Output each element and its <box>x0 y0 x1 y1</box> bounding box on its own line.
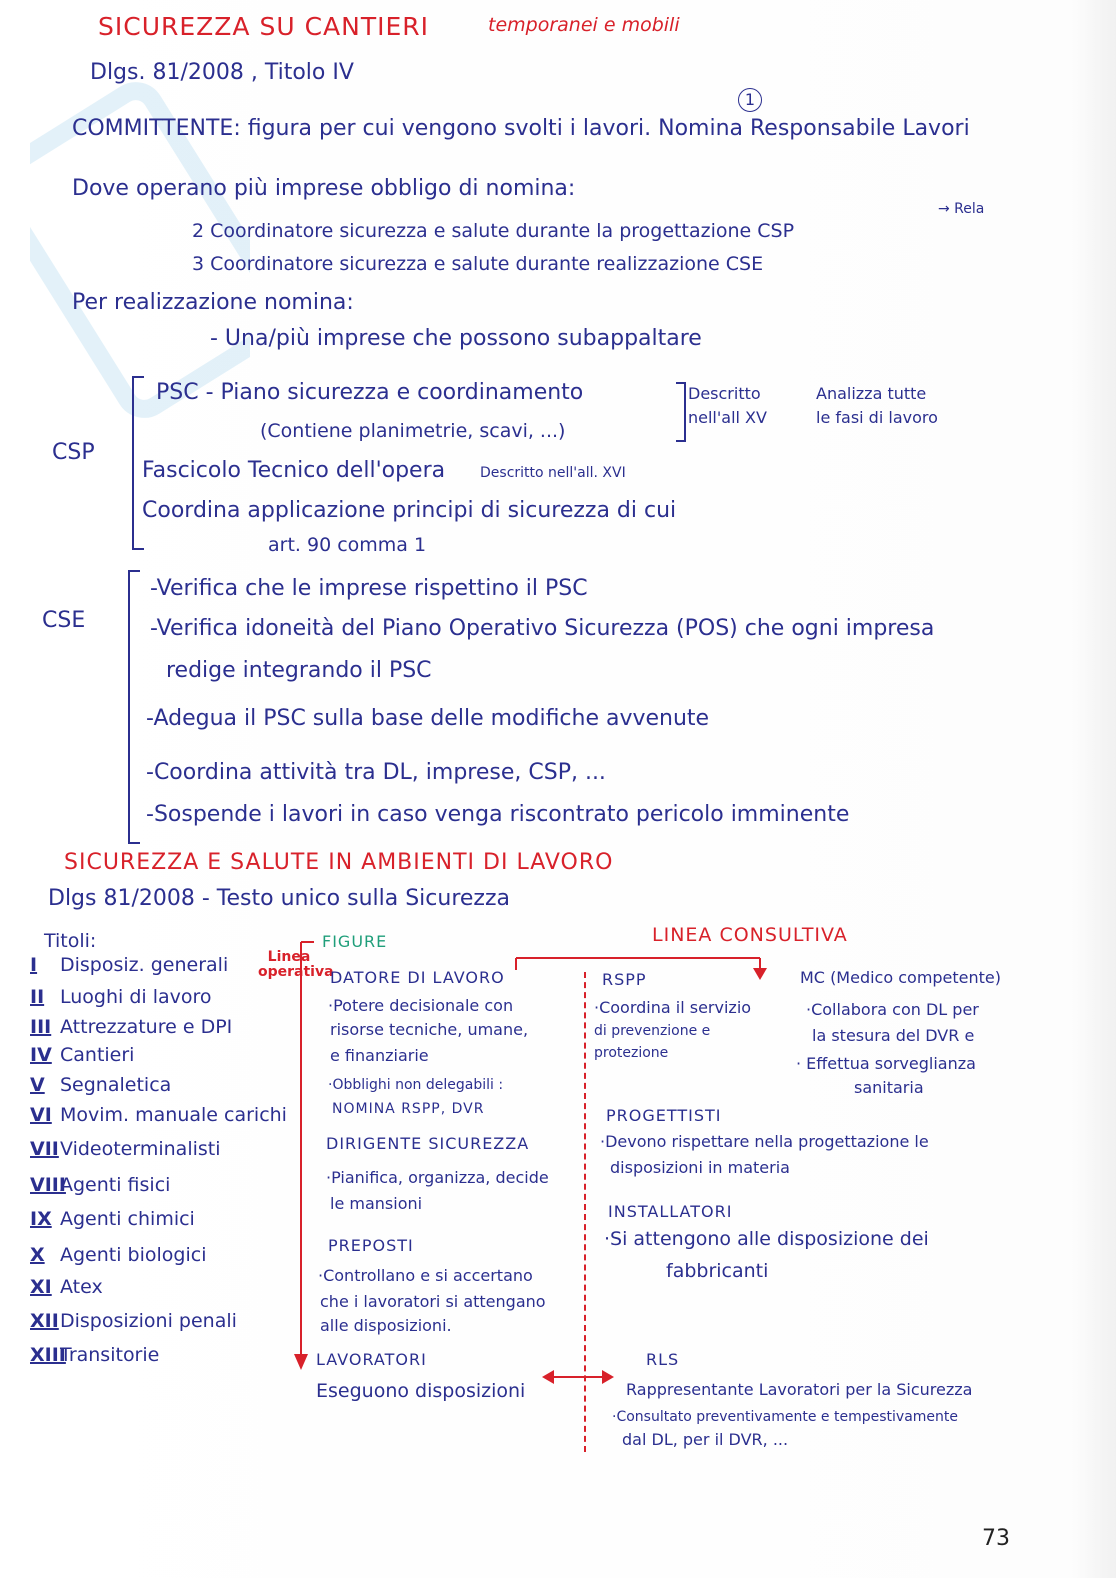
cse-item-2b: redige integrando il PSC <box>166 658 432 683</box>
psc-right-bracket <box>676 382 686 442</box>
titoli-label: Luoghi di lavoro <box>60 986 212 1008</box>
una-line: - Una/più imprese che possono subappaltare <box>210 326 702 351</box>
section2-title: SICUREZZA E SALUTE IN AMBIENTI DI LAVORO <box>64 850 614 875</box>
titoli-label: Attrezzature e DPI <box>60 1016 233 1038</box>
figure-heading: FIGURE <box>322 932 388 951</box>
mc-line-4: sanitaria <box>854 1078 924 1097</box>
lavoratori-heading: LAVORATORI <box>316 1350 427 1369</box>
titoli-number: I <box>30 954 38 976</box>
rls-line-2: ·Consultato preventivamente e tempestivamente <box>612 1409 959 1425</box>
cse-item-4: -Coordina attività tra DL, imprese, CSP, ... <box>146 760 606 785</box>
linea-operativa-label: Linea operativa <box>258 949 334 981</box>
titoli-number: VIII <box>30 1174 66 1196</box>
dirigente-line-1: ·Pianifica, organizza, decide <box>326 1168 549 1187</box>
titoli-item <box>30 1210 195 1229</box>
cse-item-5: -Sospende i lavori in caso venga riscontrato pericolo imminente <box>146 802 850 827</box>
datore-heading: DATORE DI LAVORO <box>330 968 505 987</box>
item-cse: 3 Coordinatore sicurezza e salute durante realizzazione CSE <box>192 253 764 275</box>
dirigente-heading: DIRIGENTE SICUREZZA <box>326 1134 530 1153</box>
cse-bracket <box>128 570 140 844</box>
titoli-label: Segnaletica <box>60 1074 172 1096</box>
titoli-item <box>30 988 212 1007</box>
titoli-number: IX <box>30 1208 52 1230</box>
titoli-item <box>30 1312 237 1331</box>
titoli-label: Movim. manuale carichi <box>60 1104 287 1126</box>
linea-operativa-arrow <box>292 936 314 1372</box>
linea-consultiva-label: LINEA CONSULTIVA <box>652 924 848 946</box>
preposti-line-3: alle disposizioni. <box>320 1316 452 1335</box>
psc-desc-2: nell'all XV <box>688 408 767 427</box>
titoli-item <box>30 1278 103 1297</box>
titoli-item <box>30 1176 170 1195</box>
datore-line-4: ·Obblighi non delegabili : <box>328 1077 504 1093</box>
progettisti-line-2: disposizioni in materia <box>610 1158 790 1177</box>
installatori-heading: INSTALLATORI <box>608 1202 733 1221</box>
rls-heading: RLS <box>646 1350 680 1369</box>
titoli-item <box>30 956 228 975</box>
datore-line-2: risorse tecniche, umane, <box>330 1020 529 1039</box>
page-subtitle: temporanei e mobili <box>488 14 680 36</box>
titoli-item <box>30 1140 221 1159</box>
titoli-label: Videoterminalisti <box>60 1138 221 1160</box>
progettisti-line-1: ·Devono rispettare nella progettazione le <box>600 1132 929 1151</box>
preposti-heading: PREPOSTI <box>328 1236 414 1255</box>
mc-line-3: · Effettua sorveglianza <box>796 1054 976 1073</box>
titoli-label: Transitorie <box>60 1344 160 1366</box>
coordina-line-1: Coordina applicazione principi di sicurezza di cui <box>142 498 677 523</box>
titoli-heading: Titoli: <box>44 930 97 952</box>
mc-heading: MC (Medico competente) <box>800 968 1002 987</box>
installatori-line-2: fabbricanti <box>666 1260 769 1282</box>
rls-line-3: dal DL, per il DVR, ... <box>622 1430 789 1449</box>
fascicolo-line: Fascicolo Tecnico dell'opera <box>142 458 446 483</box>
titoli-label: Disposizioni penali <box>60 1310 237 1332</box>
coordina-line-2: art. 90 comma 1 <box>268 534 427 556</box>
titoli-number: VII <box>30 1138 59 1160</box>
psc-analizza-1: Analizza tutte <box>816 384 927 403</box>
page-number: 73 <box>982 1526 1010 1551</box>
psc-subline: (Contiene planimetrie, scavi, ...) <box>260 420 566 442</box>
lavoratori-line-1: Eseguono disposizioni <box>316 1380 526 1402</box>
per-line: Per realizzazione nomina: <box>72 290 354 315</box>
section2-law: Dlgs 81/2008 - Testo unico sulla Sicurezza <box>48 886 511 911</box>
psc-analizza-2: le fasi di lavoro <box>816 408 938 427</box>
titoli-label: Cantieri <box>60 1044 135 1066</box>
item-csp: 2 Coordinatore sicurezza e salute durante la progettazione CSP <box>192 220 795 242</box>
titoli-label: Agenti chimici <box>60 1208 195 1230</box>
titoli-number: XIII <box>30 1344 66 1366</box>
psc-line: PSC - Piano sicurezza e coordinamento <box>156 380 584 405</box>
progettisti-heading: PROGETTISTI <box>606 1106 722 1125</box>
law-reference: Dlgs. 81/2008 , Titolo IV <box>90 60 354 85</box>
datore-line-1: ·Potere decisionale con <box>328 996 514 1015</box>
arrow-note: → Rela <box>938 201 985 217</box>
installatori-line-1: ·Si attengono alle disposizione dei <box>604 1228 929 1250</box>
titoli-item <box>30 1106 287 1125</box>
committente-line: COMMITTENTE: figura per cui vengono svolti i lavori. Nomina Responsabile Lavori <box>72 116 970 141</box>
rls-line-1: Rappresentante Lavoratori per la Sicurezza <box>626 1380 973 1399</box>
titoli-number: III <box>30 1016 52 1038</box>
titoli-number: IV <box>30 1044 52 1066</box>
titoli-number: II <box>30 986 45 1008</box>
mc-line-2: la stesura del DVR e <box>812 1026 975 1045</box>
csp-label: CSP <box>52 440 95 465</box>
dove-line: Dove operano più imprese obbligo di nomina: <box>72 176 576 201</box>
titoli-number: XI <box>30 1276 52 1298</box>
titoli-number: XII <box>30 1310 59 1332</box>
psc-desc-1: Descritto <box>688 384 761 403</box>
titoli-label: Agenti biologici <box>60 1244 207 1266</box>
preposti-line-1: ·Controllano e si accertano <box>318 1266 533 1285</box>
page-title: SICUREZZA SU CANTIERI <box>98 12 430 41</box>
titoli-item <box>30 1076 171 1095</box>
cse-item-3: -Adegua il PSC sulla base delle modifiche avvenute <box>146 706 710 731</box>
titoli-item <box>30 1346 159 1365</box>
datore-line-5: NOMINA RSPP, DVR <box>332 1101 485 1117</box>
circle-mark: 1 <box>738 88 762 112</box>
rspp-line-1: ·Coordina il servizio <box>594 998 752 1017</box>
rspp-heading: RSPP <box>602 970 647 989</box>
mc-line-1: ·Collabora con DL per <box>806 1000 979 1019</box>
titoli-number: V <box>30 1074 45 1096</box>
double-arrow <box>542 1366 614 1388</box>
cse-item-2: -Verifica idoneità del Piano Operativo Sicurezza (POS) che ogni impresa <box>150 616 935 641</box>
cse-label: CSE <box>42 608 86 633</box>
datore-line-3: e finanziarie <box>330 1046 429 1065</box>
titoli-number: X <box>30 1244 45 1266</box>
dirigente-line-2: le mansioni <box>330 1194 423 1213</box>
titoli-item <box>30 1246 207 1265</box>
titoli-number: VI <box>30 1104 52 1126</box>
titoli-label: Disposiz. generali <box>60 954 229 976</box>
fascicolo-desc: Descritto nell'all. XVI <box>480 465 626 481</box>
titoli-label: Atex <box>60 1276 103 1298</box>
preposti-line-2: che i lavoratori si attengano <box>320 1292 546 1311</box>
cse-item-1: -Verifica che le imprese rispettino il PSC <box>150 576 588 601</box>
titoli-label: Agenti fisici <box>60 1174 171 1196</box>
rspp-line-3: protezione <box>594 1045 669 1061</box>
rspp-line-2: di prevenzione e <box>594 1023 711 1039</box>
titoli-item <box>30 1018 232 1037</box>
titoli-item <box>30 1046 134 1065</box>
